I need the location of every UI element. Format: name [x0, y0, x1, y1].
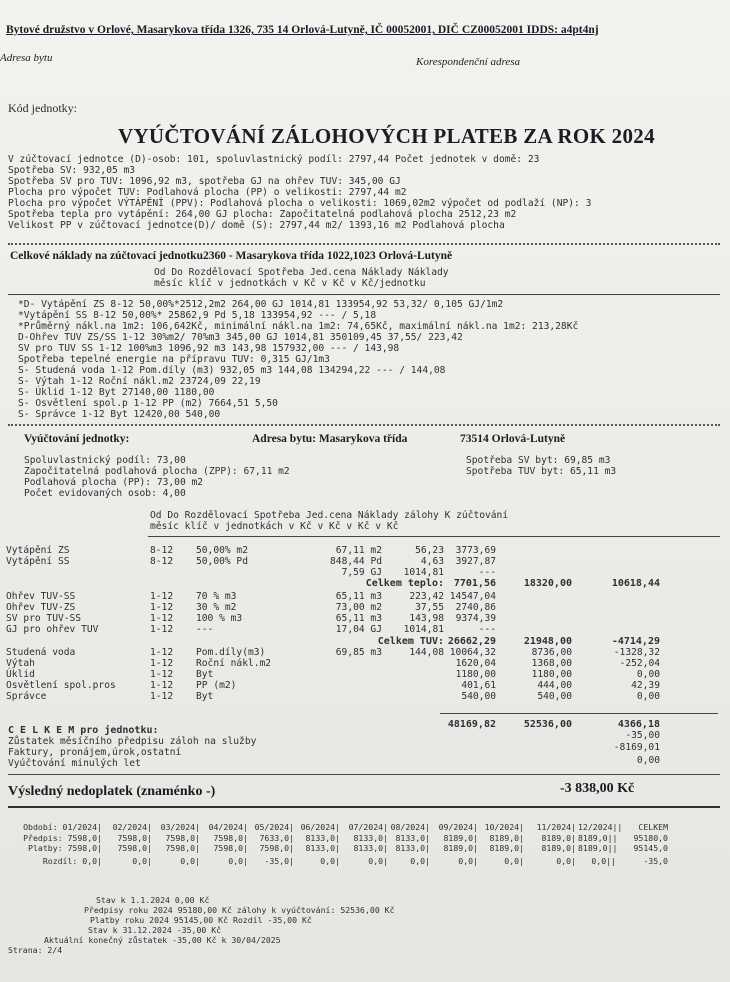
cost-line: SV pro TUV SS 1-12 100%m3 1096,92 m3 143,98 157932,00 --- / 143,98 [18, 343, 400, 354]
cost-line: S- Správce 1-12 Byt 12420,00 540,00 [18, 409, 221, 420]
period-platby-cell: 7598,0| [213, 843, 248, 853]
period-platby-cell: 8189,0|| [578, 843, 618, 853]
unit-row-cost: 540,00 [461, 691, 496, 702]
period-predpis-cell: 95180,0 [633, 833, 668, 843]
period-platby-cell: 95145,0 [633, 843, 668, 853]
summary-line: Stav k 31.12.2024 -35,00 Kč [88, 925, 222, 935]
unit-row-price: 37,55 [415, 602, 444, 613]
period-header-cell: 02/2024| [112, 822, 152, 832]
unit-row-name: Ohřev TUV-ZS [6, 602, 76, 613]
unit-info: Spotřeba SV byt: 69,85 m3 [466, 455, 611, 466]
unit-row-bal: -1328,32 [613, 647, 660, 658]
unit-row-key: Pom.díly(m3) [196, 647, 266, 658]
period-rozdil-cell: 0,0| [228, 856, 248, 866]
unit-row-bal: 42,39 [631, 680, 660, 691]
unit-info: Započitatelná podlahová plocha (ZPP): 67,11 m2 [24, 466, 290, 477]
org-header: Bytové družstvo v Orlové, Masarykova třída 1326, 735 14 Orlová-Lutyně, IČ 00052001, DIČ CZ00052001 IDDS: a4pt4nj [6, 24, 599, 36]
period-predpis-cell: 8189,0| [443, 833, 478, 843]
unit-row-price: 143,98 [409, 613, 444, 624]
unit-row-cons: 65,11 m3 [335, 613, 382, 624]
unit-row-name: Výtah [6, 658, 35, 669]
unit-row-price: 144,08 [409, 647, 444, 658]
unit-row-key: Byt [196, 669, 214, 680]
unit-row-key: 50,00% Pd [196, 556, 248, 567]
divider [8, 806, 720, 808]
period-platby-cell: 8133,0| [395, 843, 430, 853]
cost-line: *D- Vytápění ZS 8-12 50,00%*2512,2m2 264,00 GJ 1014,81 133954,92 53,32/ 0,105 GJ/1m2 [18, 299, 504, 310]
period-platby-cell: 7598,0| [259, 843, 294, 853]
period-header-cell: 10/2024| [484, 822, 524, 832]
unit-row-period: 1-12 [150, 624, 174, 635]
unit-row-name: Správce [6, 691, 47, 702]
unit-row-cost: 7701,56 [453, 578, 496, 589]
result-label: Výsledný nedoplatek (znaménko -) [8, 784, 216, 799]
unit-row-adv: 1368,00 [531, 658, 572, 669]
unit-row-cost: 9374,39 [455, 613, 496, 624]
info-line: Spotřeba tepla pro vytápění: 264,00 GJ plocha: Započitatelná podlahová plocha 2512,23 m2 [8, 209, 517, 220]
unit-row-period: 1-12 [150, 691, 174, 702]
unit-row-price: 4,63 [420, 556, 444, 567]
separator [8, 243, 720, 245]
unit-row-price: Celkem TUV: [377, 636, 444, 647]
period-header-cell: 07/2024| [348, 822, 388, 832]
total-label: C E L K E M pro jednotku: [8, 725, 159, 736]
unit-code-label: Kód jednotky: [8, 101, 77, 115]
unit-address: Adresa bytu: Masarykova třída [252, 433, 408, 445]
balance-line: Zůstatek měsíčního předpisu záloh na služby [8, 736, 257, 747]
unit-city: 73514 Orlová-Lutyně [460, 433, 566, 445]
costs-col-header: měsíc klíč v jednotkách v Kč v Kč v Kč/jednotku [154, 278, 426, 289]
separator [8, 424, 720, 426]
cost-line: S- Výtah 1-12 Roční nákl.m2 23724,09 22,19 [18, 376, 261, 387]
unit-row-name: Ohřev TUV-SS [6, 591, 76, 602]
unit-row-period: 1-12 [150, 591, 174, 602]
unit-row-key: 70 % m3 [196, 591, 237, 602]
unit-row-cons: 69,85 m3 [335, 647, 382, 658]
period-predpis-cell: 7598,0| [165, 833, 200, 843]
period-predpis-cell: 8133,0| [395, 833, 430, 843]
unit-row-cost: 2740,86 [455, 602, 496, 613]
period-predpis-cell: 7633,0| [259, 833, 294, 843]
unit-row-key: PP (m2) [196, 680, 237, 691]
unit-row-cons: 67,11 m2 [335, 545, 382, 556]
divider [8, 294, 720, 295]
period-header-cell: 03/2024| [160, 822, 200, 832]
unit-row-adv: 444,00 [537, 680, 572, 691]
unit-row-cost: 1620,04 [455, 658, 496, 669]
unit-row-period: 1-12 [150, 680, 174, 691]
unit-row-name: Studená voda [6, 647, 76, 658]
unit-row-cost: 401,61 [461, 680, 496, 691]
unit-col-header: měsíc klíč v jednotkách v Kč v Kč v Kč v Kč [150, 521, 399, 532]
period-predpis-cell: 8133,0| [305, 833, 340, 843]
period-platby-cell: 8133,0| [305, 843, 340, 853]
unit-row-name: SV pro TUV-SS [6, 613, 82, 624]
unit-row-bal: -4714,29 [611, 636, 660, 647]
period-rozdil-cell: 0,0| [504, 856, 524, 866]
period-platby-cell: 7598,0| [117, 843, 152, 853]
balance-line: Faktury, pronájem,úrok,ostatní [8, 747, 182, 758]
period-header-cell: 04/2024| [208, 822, 248, 832]
unit-row-price: Celkem teplo: [365, 578, 444, 589]
period-predpis-cell: 8133,0| [353, 833, 388, 843]
summary-line: Platby roku 2024 95145,00 Kč Rozdíl -35,00 Kč [90, 915, 312, 925]
unit-row-period: 1-12 [150, 647, 174, 658]
cost-line: Spotřeba tepelné energie na přípravu TUV: 0,315 GJ/1m3 [18, 354, 330, 365]
period-rozdil-cell: 0,0| [368, 856, 388, 866]
unit-row-cost: --- [478, 567, 496, 578]
info-line: Plocha pro výpočet TUV: Podlahová plocha (PP) o velikosti: 2797,44 m2 [8, 187, 407, 198]
period-platby-cell: 8189,0| [541, 843, 576, 853]
period-header-cell: 12/2024|| [578, 822, 623, 832]
unit-row-cons: 73,00 m2 [335, 602, 382, 613]
page-title: VYÚČTOVÁNÍ ZÁLOHOVÝCH PLATEB ZA ROK 2024 [118, 124, 655, 148]
unit-row-name: GJ pro ohřev TUV [6, 624, 99, 635]
unit-row-cons: 7,59 GJ [341, 567, 382, 578]
period-predpis-cell: 7598,0| [213, 833, 248, 843]
unit-row-adv: 8736,00 [531, 647, 572, 658]
unit-row-period: 1-12 [150, 658, 174, 669]
period-header-cell: 11/2024| [536, 822, 576, 832]
period-predpis-cell: 8189,0| [489, 833, 524, 843]
unit-row-key: --- [196, 624, 214, 635]
unit-row-period: 8-12 [150, 545, 174, 556]
unit-row-bal: -252,04 [619, 658, 660, 669]
unit-info: Počet evidovaných osob: 4,00 [24, 488, 186, 499]
unit-row-cost: 1180,00 [455, 669, 496, 680]
divider [8, 774, 720, 775]
info-line: Spotřeba SV: 932,05 m3 [8, 165, 136, 176]
period-platby-cell: 7598,0| [165, 843, 200, 853]
period-rozdil-cell: Rozdíl: 0,0| [42, 856, 102, 866]
balance-value: 0,00 [636, 755, 660, 766]
period-rozdil-cell: 0,0| [410, 856, 430, 866]
unit-row-cost: 3773,69 [455, 545, 496, 556]
period-header-cell: 09/2024| [438, 822, 478, 832]
unit-row-key: 50,00% m2 [196, 545, 248, 556]
unit-row-key: 100 % m3 [196, 613, 243, 624]
period-rozdil-cell: 0,0| [458, 856, 478, 866]
unit-row-key: Byt [196, 691, 214, 702]
period-rozdil-cell: 0,0|| [591, 856, 616, 866]
summary-line: Stav k 1.1.2024 0,00 Kč [96, 895, 210, 905]
correspondence-label: Korespondenční adresa [416, 56, 520, 68]
period-header-cell: CELKEM [638, 822, 668, 832]
unit-row-cost: 26662,29 [447, 636, 496, 647]
unit-row-name: Vytápění ZS [6, 545, 70, 556]
unit-row-cost: 14547,04 [449, 591, 496, 602]
cost-line: *Vytápění SS 8-12 50,00%* 25862,9 Pd 5,18 133954,92 --- / 5,18 [18, 310, 377, 321]
result-value: -3 838,00 Kč [560, 781, 635, 796]
unit-row-period: 1-12 [150, 613, 174, 624]
info-line: Plocha pro výpočet VÝTÁPĚNÍ (PPV): Podlahová plocha o velikosti: 1069,02m2 výpočet od podlaží (NP): 3 [8, 198, 592, 209]
unit-row-period: 1-12 [150, 669, 174, 680]
period-header-cell: 05/2024| [254, 822, 294, 832]
period-platby-cell: 8189,0| [443, 843, 478, 853]
unit-row-key: 30 % m2 [196, 602, 237, 613]
period-header-cell: 06/2024| [300, 822, 340, 832]
cost-line: S- Osvětlení spol.p 1-12 PP (m2) 7664,51 5,50 [18, 398, 278, 409]
unit-row-cons: 65,11 m3 [335, 591, 382, 602]
costs-col-header: Od Do Rozdělovací Spotřeba Jed.cena Náklady Náklady [154, 267, 449, 278]
balance-value: -8169,01 [613, 742, 660, 753]
period-predpis-cell: Předpis: 7598,0| [23, 833, 102, 843]
unit-col-header: Od Do Rozdělovací Spotřeba Jed.cena Náklady zálohy K zúčtování [150, 510, 509, 521]
period-predpis-cell: 8189,0|| [578, 833, 618, 843]
period-rozdil-cell: 0,0| [132, 856, 152, 866]
period-predpis-cell: 7598,0| [117, 833, 152, 843]
unit-row-name: Vytápění SS [6, 556, 70, 567]
info-line: V zúčtovací jednotce (D)-osob: 101, spoluvlastnický podíl: 2797,44 Počet jednotek v domě: 23 [8, 154, 540, 165]
unit-info: Spotřeba TUV byt: 65,11 m3 [466, 466, 617, 477]
unit-row-cost: --- [478, 624, 496, 635]
unit-row-period: 8-12 [150, 556, 174, 567]
cost-line: S- Studená voda 1-12 Pom.díly (m3) 932,05 m3 144,08 134294,22 --- / 144,08 [18, 365, 446, 376]
total-advance: 52536,00 [523, 719, 572, 730]
unit-row-name: Osvětlení spol.pros [6, 680, 116, 691]
period-platby-cell: 8133,0| [353, 843, 388, 853]
unit-row-price: 1014,81 [403, 624, 444, 635]
unit-row-cost: 10064,32 [449, 647, 496, 658]
total-balance: 4366,18 [617, 719, 660, 730]
unit-row-adv: 1180,00 [531, 669, 572, 680]
unit-row-cost: 3927,87 [455, 556, 496, 567]
address-label: Adresa bytu [0, 52, 53, 64]
summary-line: Předpisy roku 2024 95180,00 Kč zálohy k vyúčtování: 52536,00 Kč [84, 905, 395, 915]
period-rozdil-cell: 0,0| [180, 856, 200, 866]
period-header-cell: Období: 01/2024| [23, 822, 102, 832]
period-predpis-cell: 8189,0| [541, 833, 576, 843]
unit-row-bal: 0,00 [636, 691, 660, 702]
unit-row-cons: 17,04 GJ [335, 624, 382, 635]
unit-row-price: 56,23 [415, 545, 444, 556]
unit-row-period: 1-12 [150, 602, 174, 613]
unit-row-adv: 18320,00 [523, 578, 572, 589]
period-rozdil-cell: -35,0 [643, 856, 668, 866]
info-line: Spotřeba SV pro TUV: 1096,92 m3, spotřeba GJ na ohřev TUV: 345,00 GJ [8, 176, 401, 187]
unit-row-bal: 0,00 [636, 669, 660, 680]
balance-line: Vyúčtování minulých let [8, 758, 141, 769]
period-header-cell: 08/2024| [390, 822, 430, 832]
unit-row-cons: 848,44 Pd [330, 556, 382, 567]
balance-value: -35,00 [625, 730, 660, 741]
unit-info: Spoluvlastnický podíl: 73,00 [24, 455, 186, 466]
period-platby-cell: 8189,0| [489, 843, 524, 853]
unit-row-price: 1014,81 [403, 567, 444, 578]
unit-info: Podlahová plocha (PP): 73,00 m2 [24, 477, 204, 488]
unit-row-adv: 540,00 [537, 691, 572, 702]
unit-row-bal: 10618,44 [611, 578, 660, 589]
unit-row-key: Roční nákl.m2 [196, 658, 272, 669]
period-platby-cell: Platby: 7598,0| [28, 843, 102, 853]
period-rozdil-cell: 0,0| [556, 856, 576, 866]
total-cost: 48169,82 [447, 719, 496, 730]
unit-row-price: 223,42 [409, 591, 444, 602]
unit-row-name: Úklid [6, 669, 35, 680]
page-number: Strana: 2/4 [8, 945, 63, 955]
info-line: Velikost PP v zúčtovací jednotce(D)/ domě (S): 2797,44 m2/ 1393,16 m2 Podlahová plocha [8, 220, 505, 231]
period-rozdil-cell: -35,0| [264, 856, 294, 866]
divider [440, 713, 718, 714]
divider [148, 536, 720, 537]
summary-line: Aktuální konečný zůstatek -35,00 Kč k 30/04/2025 [44, 935, 281, 945]
period-rozdil-cell: 0,0| [320, 856, 340, 866]
cost-line: S- Úklid 1-12 Byt 27140,00 1180,00 [18, 387, 215, 398]
unit-row-adv: 21948,00 [523, 636, 572, 647]
costs-heading: Celkové náklady na zúčtovací jednotku2360 - Masarykova třída 1022,1023 Orlová-Lutyně [10, 250, 453, 262]
cost-line: *Průměrný nákl.na 1m2: 106,642Kč, minimální nákl.na 1m2: 74,65Kč, maximální nákl.na 1m2: 213,28Kč [18, 321, 579, 332]
unit-heading: Vyúčtování jednotky: [24, 433, 130, 445]
cost-line: D-Ohřev TUV ZS/SS 1-12 30%m2/ 70%m3 345,00 GJ 1014,81 350109,45 37,55/ 223,42 [18, 332, 463, 343]
